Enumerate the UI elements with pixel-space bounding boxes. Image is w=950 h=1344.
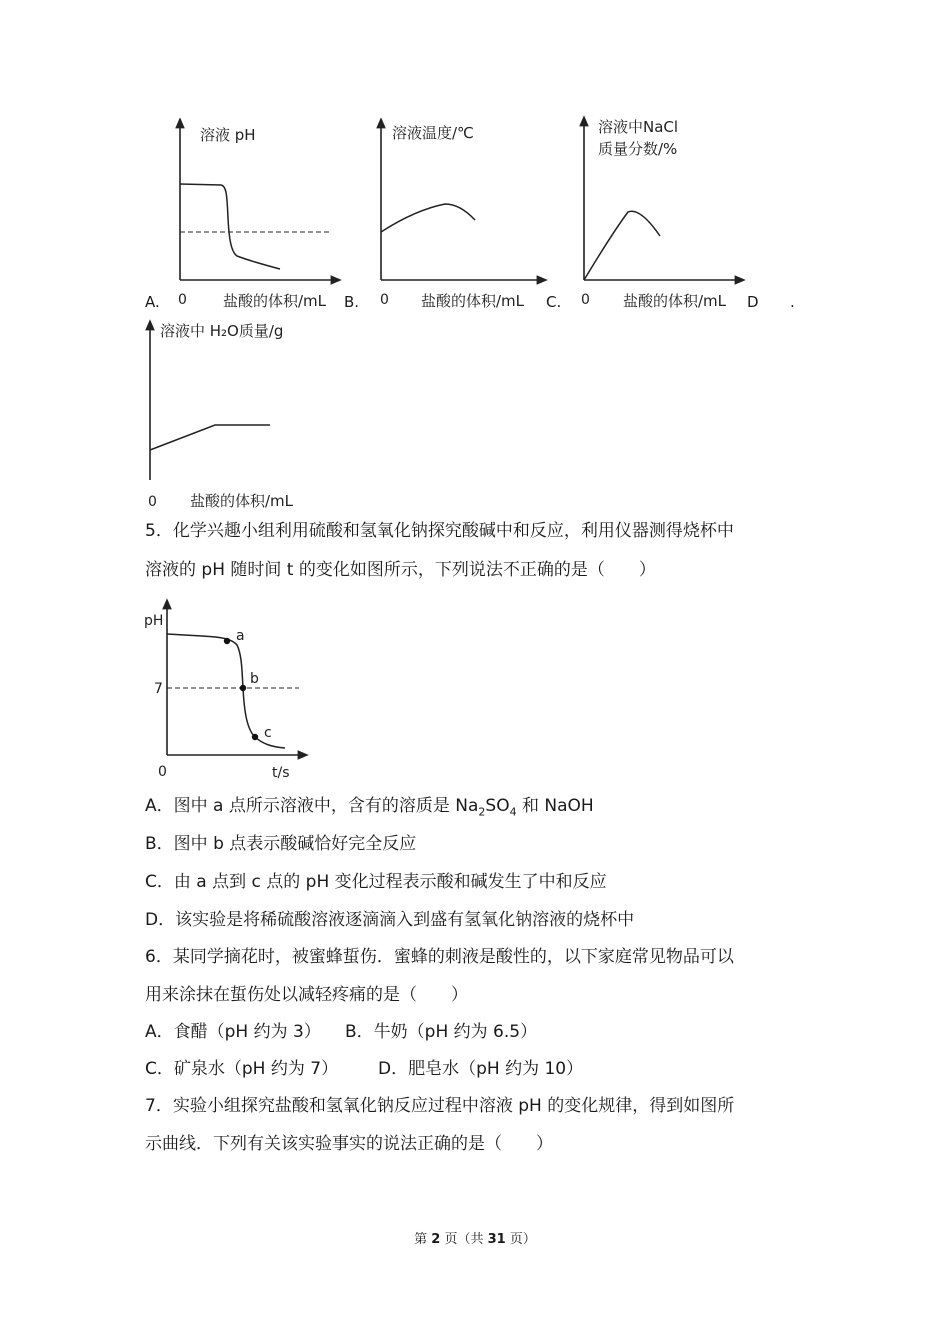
- q5-graph-ylabel: pH: [144, 613, 164, 629]
- graph-a-curve: [180, 184, 280, 269]
- graph-c-curve: [584, 211, 660, 280]
- graph-b-letter: B.: [344, 293, 360, 311]
- graph-a-ylabel: 溶液 pH: [200, 126, 256, 144]
- graph-c-letter: C.: [546, 293, 562, 311]
- q5-stem-line1: 5．化学兴趣小组利用硫酸和氢氧化钠探究酸碱中和反应，利用仪器测得烧杯中: [145, 521, 734, 541]
- graph-d-trailing-dot: .: [790, 293, 795, 311]
- footer-total-pages: 31: [487, 1232, 506, 1247]
- q6-stem-line1: 6．某同学摘花时，被蜜蜂蜇伤．蜜蜂的刺液是酸性的，以下家庭常见物品可以: [145, 947, 734, 967]
- q5-graph-point-b: [240, 685, 246, 691]
- graph-d-xlabel: 盐酸的体积/mL: [190, 492, 294, 510]
- graph-a-origin: 0: [178, 292, 187, 308]
- graph-a: [165, 118, 345, 313]
- q5-graph-label-c: c: [264, 725, 272, 741]
- graph-c-origin: 0: [581, 292, 590, 308]
- graph-b: [365, 118, 550, 313]
- q6-option-a: A．食醋（pH 约为 3）: [145, 1022, 321, 1042]
- graph-c: [568, 112, 753, 312]
- q5-graph-xlabel: t/s: [272, 765, 290, 781]
- q5-option-a: A．图中 a 点所示溶液中，含有的溶质是 $Na_2SO_4$ 和 NaOH: [145, 796, 594, 819]
- q6-option-b: B．牛奶（pH 约为 6.5）: [345, 1022, 538, 1042]
- q5-option-d: D．该实验是将稀硫酸溶液逐滴滴入到盛有氢氧化钠溶液的烧杯中: [145, 910, 635, 930]
- q7-stem-line2: 示曲线．下列有关该实验事实的说法正确的是（ ）: [145, 1134, 553, 1154]
- graph-a-xlabel: 盐酸的体积/mL: [223, 292, 327, 310]
- graph-b-origin: 0: [380, 292, 389, 308]
- q5-graph-ph7-label: 7: [154, 681, 163, 697]
- graph-c-ylabel-line1: 溶液中NaCl: [598, 118, 679, 136]
- page-footer: 第 2 页（共 31 页）: [414, 1232, 536, 1247]
- graph-d-letter: D: [747, 293, 759, 311]
- graph-b-xlabel: 盐酸的体积/mL: [421, 292, 525, 310]
- q7-stem-line1: 7．实验小组探究盐酸和氢氧化钠反应过程中溶液 pH 的变化规律，得到如图所: [145, 1096, 735, 1116]
- q5-graph-label-b: b: [250, 671, 259, 687]
- q5-ph-graph: [142, 597, 312, 782]
- graph-d-curve: [150, 425, 270, 450]
- q6-option-d: D．肥皂水（pH 约为 10）: [378, 1059, 584, 1079]
- graph-d-ylabel: 溶液中 H₂O质量/g: [160, 322, 284, 340]
- q6-stem-line2: 用来涂抹在蜇伤处以减轻疼痛的是（ ）: [145, 985, 468, 1005]
- graph-a-letter: A.: [145, 293, 160, 311]
- q5-stem-line2: 溶液的 pH 随时间 t 的变化如图所示，下列说法不正确的是（ ）: [145, 560, 656, 580]
- graph-c-ylabel-line2: 质量分数/%: [598, 140, 678, 158]
- graph-b-curve: [381, 204, 475, 232]
- q5-option-c: C．由 a 点到 c 点的 pH 变化过程表示酸和碱发生了中和反应: [145, 872, 607, 892]
- graph-d-origin: 0: [148, 494, 157, 510]
- graph-c-xlabel: 盐酸的体积/mL: [623, 292, 727, 310]
- q5-graph-origin: 0: [158, 764, 167, 780]
- footer-page-number: 2: [431, 1232, 441, 1247]
- graph-d: [135, 318, 335, 513]
- q5-graph-point-a: [224, 638, 230, 644]
- q5-option-b: B．图中 b 点表示酸碱恰好完全反应: [145, 834, 417, 854]
- q5-graph-point-c: [252, 734, 258, 740]
- graph-b-ylabel: 溶液温度/℃: [392, 124, 474, 142]
- q5-graph-label-a: a: [236, 628, 245, 644]
- q6-option-c: C．矿泉水（pH 约为 7）: [145, 1059, 339, 1079]
